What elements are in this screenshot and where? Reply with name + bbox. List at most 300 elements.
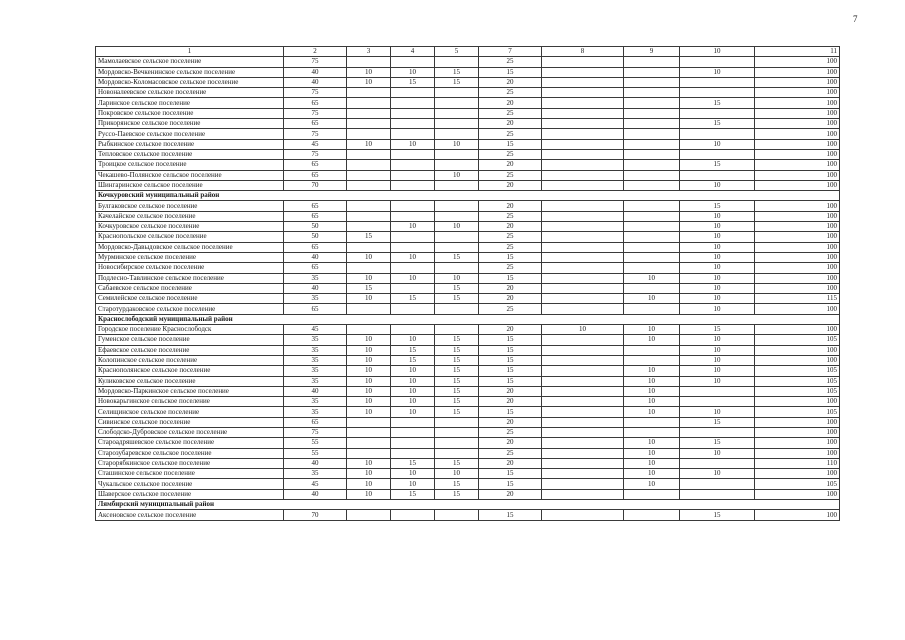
value-cell: 10	[347, 366, 391, 376]
value-cell: 15	[435, 458, 479, 468]
value-cell	[624, 345, 680, 355]
value-cell	[680, 108, 755, 118]
table-row	[96, 170, 840, 180]
value-cell: 100	[755, 88, 840, 98]
value-cell: 15	[435, 335, 479, 345]
value-cell	[347, 160, 391, 170]
value-cell: 10	[347, 252, 391, 262]
value-cell: 70	[284, 180, 347, 190]
value-cell: 100	[755, 119, 840, 129]
value-cell: 25	[479, 427, 542, 437]
table-row	[96, 438, 840, 448]
table-row	[96, 345, 840, 355]
value-cell	[435, 417, 479, 427]
value-cell: 105	[755, 366, 840, 376]
value-cell: 10	[680, 355, 755, 365]
value-cell: 15	[680, 160, 755, 170]
value-cell: 10	[680, 345, 755, 355]
settlement-name: Сабаевское сельское поселение	[96, 283, 284, 293]
value-cell	[347, 211, 391, 221]
value-cell	[435, 263, 479, 273]
value-cell: 45	[284, 479, 347, 489]
value-cell: 75	[284, 88, 347, 98]
value-cell	[435, 211, 479, 221]
table-row	[96, 211, 840, 221]
value-cell: 15	[435, 294, 479, 304]
value-cell: 100	[755, 304, 840, 314]
value-cell	[624, 139, 680, 149]
value-cell: 15	[435, 77, 479, 87]
value-cell	[542, 458, 624, 468]
value-cell	[542, 345, 624, 355]
settlement-name: Прикорянское сельское поселение	[96, 119, 284, 129]
value-cell: 15	[680, 119, 755, 129]
value-cell: 100	[755, 232, 840, 242]
settlement-name: Старозубаревское сельское поселение	[96, 448, 284, 458]
value-cell: 40	[284, 458, 347, 468]
value-cell	[624, 180, 680, 190]
table-row	[96, 222, 840, 232]
value-cell	[435, 325, 479, 335]
table-row	[96, 386, 840, 396]
value-cell: 25	[479, 108, 542, 118]
value-cell: 15	[479, 407, 542, 417]
value-cell: 100	[755, 252, 840, 262]
value-cell: 10	[347, 335, 391, 345]
value-cell	[542, 366, 624, 376]
value-cell: 100	[755, 355, 840, 365]
value-cell: 10	[680, 366, 755, 376]
value-cell: 20	[479, 458, 542, 468]
value-cell	[347, 57, 391, 67]
value-cell: 10	[680, 222, 755, 232]
value-cell: 35	[284, 294, 347, 304]
value-cell: 15	[680, 325, 755, 335]
column-header: 7	[479, 47, 542, 57]
value-cell: 15	[435, 345, 479, 355]
value-cell	[391, 438, 435, 448]
value-cell: 75	[284, 108, 347, 118]
value-cell: 20	[479, 201, 542, 211]
value-cell: 105	[755, 479, 840, 489]
value-cell	[624, 201, 680, 211]
value-cell: 25	[479, 57, 542, 67]
value-cell	[542, 149, 624, 159]
value-cell: 35	[284, 407, 347, 417]
value-cell	[347, 417, 391, 427]
settlement-name: Куликовское сельское поселение	[96, 376, 284, 386]
value-cell: 10	[347, 397, 391, 407]
value-cell: 65	[284, 417, 347, 427]
settlement-name: Мордовско-Коломасовское сельское поселение	[96, 77, 284, 87]
value-cell: 10	[624, 325, 680, 335]
value-cell	[542, 108, 624, 118]
value-cell	[624, 263, 680, 273]
value-cell	[624, 67, 680, 77]
value-cell: 40	[284, 252, 347, 262]
district-name: Краснослободский муниципальный район	[96, 314, 840, 324]
value-cell: 65	[284, 160, 347, 170]
value-cell: 15	[479, 345, 542, 355]
value-cell: 20	[479, 489, 542, 499]
value-cell: 40	[284, 489, 347, 499]
value-cell: 65	[284, 211, 347, 221]
value-cell	[347, 88, 391, 98]
value-cell: 115	[755, 294, 840, 304]
value-cell: 10	[347, 77, 391, 87]
value-cell: 100	[755, 283, 840, 293]
value-cell: 100	[755, 263, 840, 273]
value-cell: 35	[284, 355, 347, 365]
value-cell	[435, 88, 479, 98]
value-cell: 15	[680, 98, 755, 108]
table-row	[96, 119, 840, 129]
value-cell	[391, 232, 435, 242]
value-cell: 20	[479, 386, 542, 396]
value-cell	[391, 448, 435, 458]
value-cell	[542, 448, 624, 458]
value-cell: 40	[284, 67, 347, 77]
value-cell: 110	[755, 458, 840, 468]
value-cell	[347, 108, 391, 118]
table-row	[96, 67, 840, 77]
value-cell	[542, 88, 624, 98]
settlement-name: Покровское сельское поселение	[96, 108, 284, 118]
district-section-row	[96, 191, 840, 201]
value-cell: 10	[391, 397, 435, 407]
settlement-name: Кочкуровское сельское поселение	[96, 222, 284, 232]
value-cell: 100	[755, 149, 840, 159]
value-cell	[624, 417, 680, 427]
value-cell	[542, 335, 624, 345]
table-row	[96, 355, 840, 365]
value-cell	[624, 304, 680, 314]
value-cell: 100	[755, 438, 840, 448]
value-cell: 10	[624, 366, 680, 376]
value-cell: 10	[391, 139, 435, 149]
value-cell: 40	[284, 283, 347, 293]
settlement-name: Рыбкинское сельское поселение	[96, 139, 284, 149]
value-cell: 10	[624, 376, 680, 386]
value-cell: 10	[347, 489, 391, 499]
settlement-name: Аксеновское сельское поселение	[96, 510, 284, 520]
value-cell: 100	[755, 448, 840, 458]
value-cell: 100	[755, 273, 840, 283]
value-cell	[680, 129, 755, 139]
column-header: 9	[624, 47, 680, 57]
value-cell: 15	[479, 376, 542, 386]
value-cell	[347, 98, 391, 108]
value-cell: 15	[479, 273, 542, 283]
value-cell	[391, 149, 435, 159]
value-cell: 10	[624, 294, 680, 304]
value-cell: 10	[680, 232, 755, 242]
value-cell: 15	[479, 479, 542, 489]
table-row	[96, 108, 840, 118]
value-cell: 10	[435, 273, 479, 283]
table-row	[96, 376, 840, 386]
value-cell	[624, 510, 680, 520]
value-cell	[435, 149, 479, 159]
value-cell	[391, 170, 435, 180]
value-cell: 10	[680, 263, 755, 273]
value-cell: 15	[391, 489, 435, 499]
value-cell: 10	[391, 469, 435, 479]
district-section-row	[96, 314, 840, 324]
table-row	[96, 489, 840, 499]
value-cell	[435, 242, 479, 252]
value-cell	[435, 160, 479, 170]
value-cell: 15	[479, 335, 542, 345]
value-cell: 100	[755, 160, 840, 170]
value-cell: 10	[347, 469, 391, 479]
value-cell	[542, 252, 624, 262]
value-cell	[542, 427, 624, 437]
value-cell: 100	[755, 397, 840, 407]
value-cell	[624, 77, 680, 87]
value-cell: 10	[391, 222, 435, 232]
value-cell: 10	[347, 273, 391, 283]
settlement-name: Староадряшевское сельское поселение	[96, 438, 284, 448]
value-cell: 100	[755, 222, 840, 232]
value-cell	[347, 222, 391, 232]
table-row	[96, 469, 840, 479]
settlement-name: Мамолаевское сельское поселение	[96, 57, 284, 67]
value-cell: 10	[391, 273, 435, 283]
value-cell: 10	[680, 469, 755, 479]
value-cell	[391, 201, 435, 211]
table-row	[96, 273, 840, 283]
value-cell: 10	[680, 283, 755, 293]
table-row	[96, 98, 840, 108]
settlement-name: Новосибирское сельское поселение	[96, 263, 284, 273]
value-cell	[391, 57, 435, 67]
value-cell	[391, 180, 435, 190]
value-cell: 10	[680, 180, 755, 190]
value-cell: 10	[624, 407, 680, 417]
value-cell	[542, 304, 624, 314]
value-cell: 15	[680, 201, 755, 211]
district-name: Лямбирский муниципальный район	[96, 500, 840, 510]
value-cell	[435, 129, 479, 139]
value-cell	[624, 427, 680, 437]
value-cell: 15	[435, 376, 479, 386]
value-cell: 15	[479, 139, 542, 149]
value-cell: 35	[284, 469, 347, 479]
value-cell: 15	[435, 489, 479, 499]
table-row	[96, 366, 840, 376]
value-cell	[542, 273, 624, 283]
table-row	[96, 139, 840, 149]
table-row	[96, 263, 840, 273]
value-cell: 10	[624, 386, 680, 396]
value-cell: 20	[479, 283, 542, 293]
settlement-name: Подлесно-Тавлинское сельское поселение	[96, 273, 284, 283]
value-cell: 65	[284, 170, 347, 180]
value-cell	[624, 211, 680, 221]
value-cell: 45	[284, 139, 347, 149]
value-cell	[680, 386, 755, 396]
settlement-name: Мордовско-Вечкенинское сельское поселение	[96, 67, 284, 77]
value-cell: 100	[755, 129, 840, 139]
value-cell	[435, 98, 479, 108]
value-cell	[624, 119, 680, 129]
value-cell: 15	[391, 355, 435, 365]
value-cell	[347, 129, 391, 139]
value-cell	[391, 211, 435, 221]
value-cell: 25	[479, 170, 542, 180]
settlement-name: Новокарьгинское сельское поселение	[96, 397, 284, 407]
value-cell	[435, 427, 479, 437]
value-cell	[347, 180, 391, 190]
value-cell: 20	[479, 438, 542, 448]
value-cell	[542, 397, 624, 407]
value-cell	[542, 283, 624, 293]
value-cell	[542, 180, 624, 190]
value-cell: 10	[680, 448, 755, 458]
settlement-name: Шаверское сельское поселение	[96, 489, 284, 499]
value-cell: 15	[479, 469, 542, 479]
column-header: 11	[755, 47, 840, 57]
column-header: 1	[96, 47, 284, 57]
value-cell: 10	[624, 397, 680, 407]
value-cell: 10	[391, 335, 435, 345]
value-cell	[542, 438, 624, 448]
value-cell: 25	[479, 304, 542, 314]
value-cell	[542, 510, 624, 520]
value-cell: 10	[391, 386, 435, 396]
value-cell: 10	[542, 325, 624, 335]
value-cell: 100	[755, 180, 840, 190]
value-cell: 10	[680, 304, 755, 314]
table-row	[96, 252, 840, 262]
value-cell	[680, 170, 755, 180]
value-cell: 100	[755, 77, 840, 87]
value-cell: 70	[284, 510, 347, 520]
value-cell: 15	[391, 294, 435, 304]
value-cell	[391, 417, 435, 427]
value-cell: 100	[755, 211, 840, 221]
value-cell: 65	[284, 119, 347, 129]
value-cell: 100	[755, 345, 840, 355]
column-header: 5	[435, 47, 479, 57]
value-cell: 55	[284, 448, 347, 458]
table-row	[96, 283, 840, 293]
value-cell: 10	[680, 139, 755, 149]
value-cell	[624, 108, 680, 118]
value-cell: 15	[680, 438, 755, 448]
settlement-name: Ларинское сельское поселение	[96, 98, 284, 108]
value-cell: 15	[435, 366, 479, 376]
table-row	[96, 160, 840, 170]
value-cell: 10	[680, 294, 755, 304]
value-cell	[680, 149, 755, 159]
settlement-name: Краснополянское сельское поселение	[96, 366, 284, 376]
column-header: 3	[347, 47, 391, 57]
value-cell: 40	[284, 77, 347, 87]
value-cell: 55	[284, 438, 347, 448]
value-cell: 65	[284, 98, 347, 108]
value-cell: 75	[284, 129, 347, 139]
table-header-row	[96, 47, 840, 57]
value-cell	[624, 232, 680, 242]
value-cell	[624, 129, 680, 139]
settlement-name: Селищинское сельское поселение	[96, 407, 284, 417]
value-cell: 75	[284, 57, 347, 67]
value-cell: 15	[680, 510, 755, 520]
table-row	[96, 510, 840, 520]
value-cell: 25	[479, 242, 542, 252]
settlement-name: Новоналеевское сельское поселение	[96, 88, 284, 98]
value-cell	[542, 417, 624, 427]
value-cell: 15	[435, 67, 479, 77]
value-cell: 20	[479, 77, 542, 87]
value-cell	[347, 325, 391, 335]
value-cell: 10	[391, 252, 435, 262]
value-cell: 35	[284, 273, 347, 283]
value-cell: 100	[755, 510, 840, 520]
value-cell	[391, 304, 435, 314]
value-cell: 10	[391, 479, 435, 489]
value-cell: 15	[479, 355, 542, 365]
value-cell: 10	[347, 139, 391, 149]
value-cell: 10	[347, 294, 391, 304]
value-cell	[435, 438, 479, 448]
table-row	[96, 149, 840, 159]
value-cell: 20	[479, 160, 542, 170]
column-header: 8	[542, 47, 624, 57]
column-header: 2	[284, 47, 347, 57]
table-row	[96, 232, 840, 242]
value-cell	[391, 427, 435, 437]
value-cell	[624, 98, 680, 108]
value-cell: 10	[680, 273, 755, 283]
value-cell	[391, 119, 435, 129]
value-cell: 15	[680, 417, 755, 427]
value-cell: 10	[391, 407, 435, 417]
value-cell	[542, 479, 624, 489]
value-cell: 10	[347, 458, 391, 468]
value-cell: 10	[624, 335, 680, 345]
value-cell: 45	[284, 325, 347, 335]
value-cell: 10	[347, 407, 391, 417]
value-cell: 10	[680, 376, 755, 386]
value-cell: 65	[284, 242, 347, 252]
value-cell	[680, 57, 755, 67]
value-cell: 10	[624, 458, 680, 468]
value-cell: 15	[435, 407, 479, 417]
value-cell: 25	[479, 232, 542, 242]
table-row	[96, 294, 840, 304]
value-cell	[435, 304, 479, 314]
value-cell: 100	[755, 170, 840, 180]
value-cell: 15	[391, 77, 435, 87]
column-header: 10	[680, 47, 755, 57]
value-cell: 15	[435, 252, 479, 262]
value-cell: 15	[479, 252, 542, 262]
value-cell: 10	[347, 67, 391, 77]
value-cell	[542, 242, 624, 252]
settlement-name: Чекашево-Полянское сельское поселение	[96, 170, 284, 180]
table-row	[96, 417, 840, 427]
table-row	[96, 397, 840, 407]
value-cell: 100	[755, 108, 840, 118]
value-cell	[435, 119, 479, 129]
value-cell: 10	[347, 355, 391, 365]
value-cell	[624, 160, 680, 170]
value-cell: 20	[479, 294, 542, 304]
table-row	[96, 201, 840, 211]
